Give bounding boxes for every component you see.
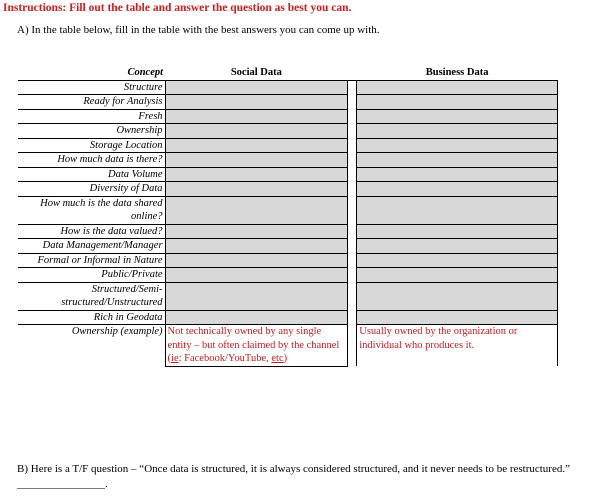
header-business-data: Business Data <box>357 66 558 80</box>
part-b-text: B) Here is a T/F question – “Once data is structured, it is always considered structured, and it never needs to be restructured.” <box>17 463 570 475</box>
table-header-row <box>18 66 558 80</box>
social-data-cell[interactable] <box>165 196 348 224</box>
business-data-cell[interactable] <box>357 109 558 124</box>
table-row <box>18 224 558 239</box>
column-gap <box>348 268 357 283</box>
concept-label: Formal or Informal in Nature <box>18 253 165 268</box>
column-gap <box>348 224 357 239</box>
table-row <box>18 167 558 182</box>
column-gap <box>348 95 357 110</box>
social-data-cell[interactable] <box>165 109 348 124</box>
table-row <box>18 196 558 224</box>
business-data-cell[interactable] <box>357 253 558 268</box>
table-row <box>18 109 558 124</box>
example-social-text-2: : Facebook/YouTube, <box>178 353 272 364</box>
business-data-cell[interactable] <box>357 282 558 310</box>
social-data-cell[interactable] <box>165 224 348 239</box>
social-data-cell[interactable] <box>165 239 348 254</box>
concept-label: How much data is there? <box>18 153 165 168</box>
concept-label: Rich in Geodata <box>18 310 165 325</box>
social-data-cell[interactable] <box>165 282 348 310</box>
table-row <box>18 138 558 153</box>
social-data-cell[interactable] <box>165 153 348 168</box>
concept-label: How is the data valued? <box>18 224 165 239</box>
concept-label: Structured/Semi-structured/Unstructured <box>18 282 165 310</box>
column-gap <box>348 325 357 367</box>
concept-label: Structure <box>18 80 165 95</box>
concept-label: Data Volume <box>18 167 165 182</box>
header-gap <box>348 66 357 80</box>
concept-label: Ready for Analysis <box>18 95 165 110</box>
column-gap <box>348 196 357 224</box>
concept-label: Data Management/Manager <box>18 239 165 254</box>
table-row <box>18 80 558 95</box>
business-data-cell[interactable] <box>357 182 558 197</box>
column-gap <box>348 182 357 197</box>
example-label: Ownership (example) <box>18 325 165 367</box>
column-gap <box>348 282 357 310</box>
example-social-cell <box>165 325 348 367</box>
part-a-prompt: A) In the table below, fill in the table with the best answers you can come up with. <box>17 24 380 36</box>
column-gap <box>348 239 357 254</box>
business-data-cell[interactable] <box>357 138 558 153</box>
business-data-cell[interactable] <box>357 124 558 139</box>
business-data-cell[interactable] <box>357 268 558 283</box>
business-data-cell[interactable] <box>357 239 558 254</box>
column-gap <box>348 124 357 139</box>
table-row <box>18 253 558 268</box>
table-row <box>18 239 558 254</box>
concept-label: Storage Location <box>18 138 165 153</box>
business-data-cell[interactable] <box>357 167 558 182</box>
social-data-cell[interactable] <box>165 310 348 325</box>
business-data-cell[interactable] <box>357 80 558 95</box>
table-row <box>18 282 558 310</box>
social-data-cell[interactable] <box>165 80 348 95</box>
social-data-cell[interactable] <box>165 182 348 197</box>
table-row <box>18 153 558 168</box>
business-data-cell[interactable] <box>357 224 558 239</box>
social-data-cell[interactable] <box>165 268 348 283</box>
example-social-text-1: Not technically owned by any single entity – but often claimed by the channel ( <box>167 326 340 364</box>
social-data-cell[interactable] <box>165 124 348 139</box>
example-social-ie: ie <box>171 353 179 364</box>
instructions-heading: Instructions: Fill out the table and answer the question as best you can. <box>3 2 352 14</box>
business-data-cell[interactable] <box>357 153 558 168</box>
column-gap <box>348 310 357 325</box>
table-row <box>18 95 558 110</box>
example-social-etc: etc <box>271 353 284 364</box>
header-social-data: Social Data <box>165 66 348 80</box>
example-business-cell: Usually owned by the organization or individual who produces it. <box>357 325 558 367</box>
concept-label: Fresh <box>18 109 165 124</box>
social-data-cell[interactable] <box>165 253 348 268</box>
answer-blank[interactable]: ________________. <box>17 478 108 490</box>
table-body <box>18 80 558 366</box>
table-row <box>18 310 558 325</box>
table-row <box>18 124 558 139</box>
social-data-cell[interactable] <box>165 138 348 153</box>
column-gap <box>348 109 357 124</box>
concept-label: Public/Private <box>18 268 165 283</box>
business-data-cell[interactable] <box>357 95 558 110</box>
part-b-question <box>17 462 582 492</box>
concept-label: Diversity of Data <box>18 182 165 197</box>
table-row <box>18 268 558 283</box>
social-data-cell[interactable] <box>165 95 348 110</box>
column-gap <box>348 153 357 168</box>
example-row <box>18 325 558 367</box>
concept-table <box>18 66 558 367</box>
column-gap <box>348 138 357 153</box>
business-data-cell[interactable] <box>357 196 558 224</box>
column-gap <box>348 253 357 268</box>
header-concept: Concept <box>18 66 165 80</box>
concept-label: Ownership <box>18 124 165 139</box>
social-data-cell[interactable] <box>165 167 348 182</box>
concept-label: How much is the data shared online? <box>18 196 165 224</box>
column-gap <box>348 80 357 95</box>
table-row <box>18 182 558 197</box>
business-data-cell[interactable] <box>357 310 558 325</box>
column-gap <box>348 167 357 182</box>
example-social-text-3: ) <box>283 353 288 364</box>
